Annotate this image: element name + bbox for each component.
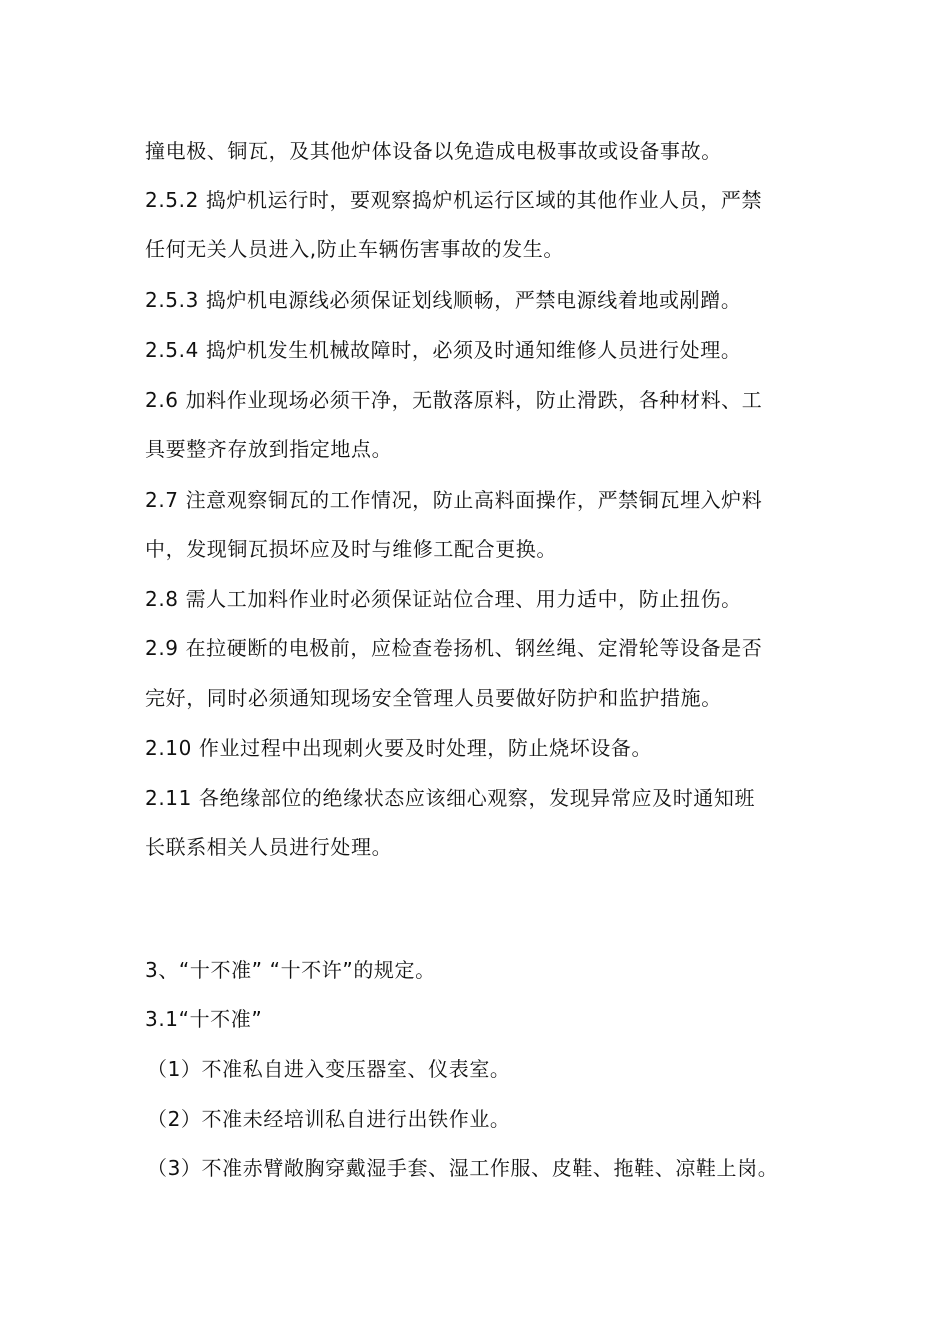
text-line: 完好，同时必须通知现场安全管理人员要做好防护和监护措施。 xyxy=(145,686,722,710)
text-line: 2.5.4 捣炉机发生机械故障时，必须及时通知维修人员进行处理。 xyxy=(145,338,742,362)
text-line: 2.9 在拉硬断的电极前，应检查卷扬机、钢丝绳、定滑轮等设备是否 xyxy=(145,636,763,660)
text-line: 2.5.3 捣炉机电源线必须保证划线顺畅，严禁电源线着地或剐蹭。 xyxy=(145,288,742,312)
text-line: 长联系相关人员进行处理。 xyxy=(145,835,393,859)
text-line: 2.10 作业过程中出现刺火要及时处理，防止烧坏设备。 xyxy=(145,736,653,760)
text-line: 任何无关人员进入,防止车辆伤害事故的发生。 xyxy=(145,237,564,261)
text-line: 中，发现铜瓦损坏应及时与维修工配合更换。 xyxy=(145,537,557,561)
list-item: （2）不准未经培训私自进行出铁作业。 xyxy=(147,1107,511,1131)
text-line: 2.8 需人工加料作业时必须保证站位合理、用力适中，防止扭伤。 xyxy=(145,587,742,611)
text-line: 2.7 注意观察铜瓦的工作情况，防止高料面操作，严禁铜瓦埋入炉料 xyxy=(145,488,763,512)
list-item: （3）不准赤臂敞胸穿戴湿手套、湿工作服、皮鞋、拖鞋、凉鞋上岗。 xyxy=(147,1156,779,1180)
subsection-heading: 3.1“十不准” xyxy=(145,1007,263,1031)
list-item: （1）不准私自进入变压器室、仪表室。 xyxy=(147,1057,511,1081)
text-line: 2.5.2 捣炉机运行时，要观察捣炉机运行区域的其他作业人员，严禁 xyxy=(145,188,763,212)
text-line: 2.6 加料作业现场必须干净，无散落原料，防止滑跌，各种材料、工 xyxy=(145,388,763,412)
section-heading: 3、“十不准” “十不许”的规定。 xyxy=(145,958,436,982)
text-line: 2.11 各绝缘部位的绝缘状态应该细心观察，发现异常应及时通知班 xyxy=(145,786,756,810)
text-line: 具要整齐存放到指定地点。 xyxy=(145,437,393,461)
text-line: 撞电极、铜瓦，及其他炉体设备以免造成电极事故或设备事故。 xyxy=(145,139,722,163)
